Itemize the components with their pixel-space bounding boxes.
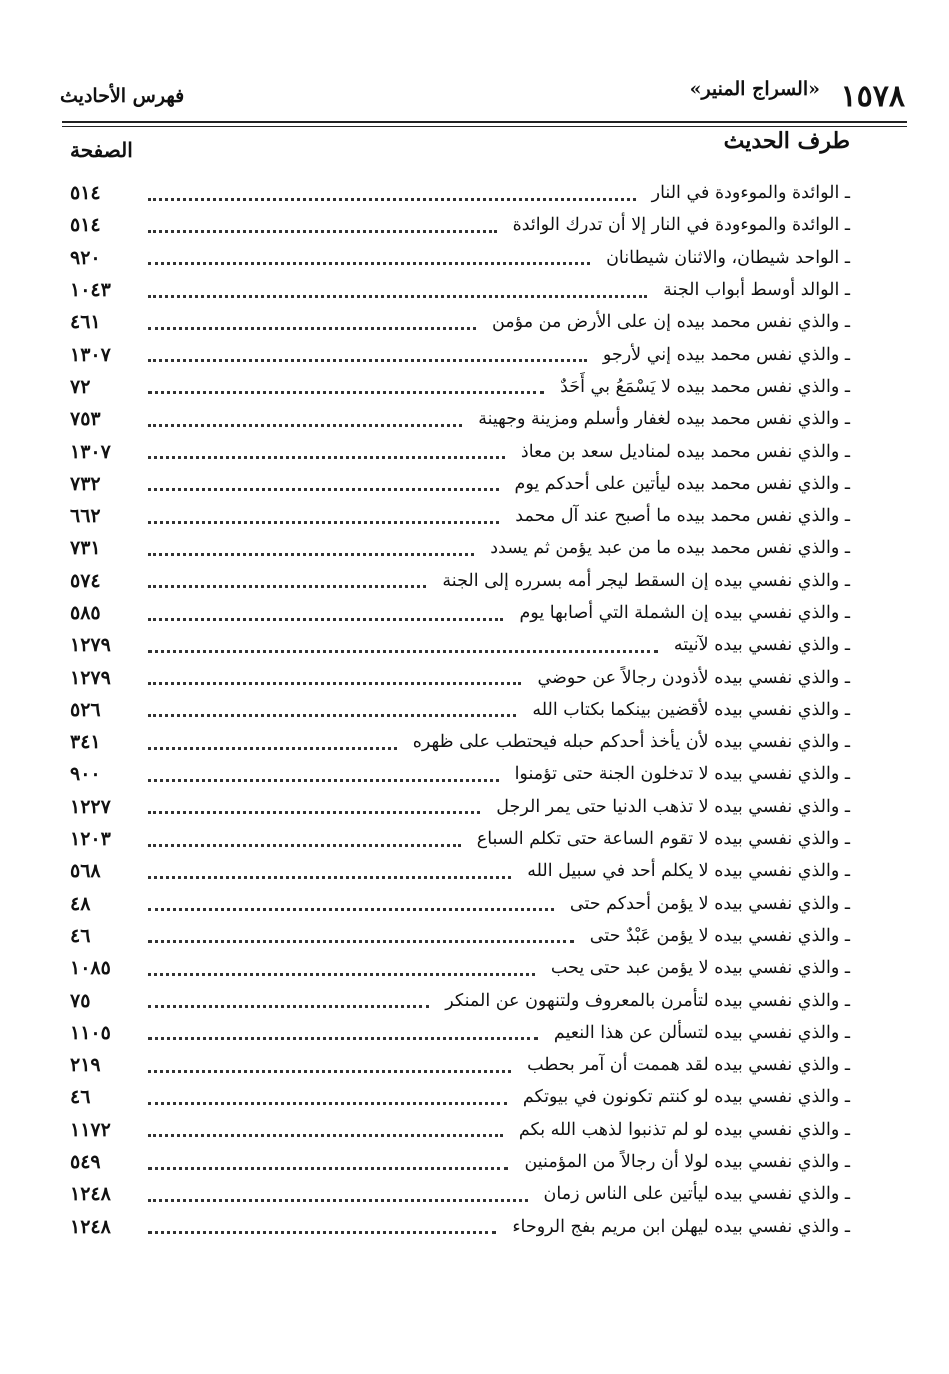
- hadith-text: ـ والذي نفس محمد بيده لا يَسْمَعُ بي أَحَدٌ: [560, 376, 850, 397]
- hadith-column-header: طرف الحديث: [723, 128, 850, 154]
- dot-leader: [148, 650, 658, 653]
- list-item: [70, 1049, 850, 1081]
- dot-leader: [148, 1134, 503, 1137]
- page-reference: ٤٨: [70, 892, 91, 915]
- page-reference: ١٣٠٧: [70, 440, 111, 463]
- page-reference: ٩٠٠: [70, 763, 101, 786]
- column-headers: [70, 128, 850, 168]
- page-reference: ٥٧٤: [70, 569, 101, 592]
- page-reference: ٦٦٢: [70, 505, 101, 528]
- list-item: [70, 791, 850, 823]
- hadith-text: ـ الواحد شيطان، والاثنان شيطانان: [606, 247, 850, 268]
- list-item: [70, 661, 850, 693]
- list-item: [70, 1114, 850, 1146]
- page-reference: ٤٦: [70, 924, 91, 947]
- hadith-text: ـ والذي نفس محمد بيده ما أصبح عند آل محمد: [515, 506, 850, 527]
- dot-leader: [148, 424, 462, 427]
- list-item: [70, 629, 850, 661]
- dot-leader: [148, 876, 511, 879]
- dot-leader: [148, 1005, 429, 1008]
- dot-leader: [148, 456, 505, 459]
- page-header: [60, 72, 905, 120]
- page-reference: ١٢٤٨: [70, 1183, 111, 1206]
- hadith-text: ـ والذي نفسي بيده لا تدخلون الجنة حتى تؤمنوا: [514, 764, 850, 785]
- hadith-text: ـ والذي نفسي بيده لا يؤمن عبد حتى يحب: [550, 958, 850, 979]
- list-item: [70, 435, 850, 467]
- list-item: [70, 1017, 850, 1049]
- hadith-text: ـ والذي نفسي بيده لتسألن عن هذا النعيم: [553, 1022, 850, 1043]
- dot-leader: [148, 908, 554, 911]
- page-reference: ١٢٠٣: [70, 828, 111, 851]
- dot-leader: [148, 618, 503, 621]
- dot-leader: [148, 295, 647, 298]
- list-item: [70, 274, 850, 306]
- hadith-text: ـ والذي نفسي بيده لأقضين بينكما بكتاب الله: [532, 699, 850, 720]
- dot-leader: [148, 1231, 496, 1234]
- hadith-text: ـ والذي نفسي بيده لا يؤمن أحدكم حتى: [569, 893, 850, 914]
- index-title: فهرس الأحاديث: [60, 85, 185, 107]
- list-item: [70, 1211, 850, 1243]
- page-reference: ٥٤٩: [70, 1151, 101, 1174]
- dot-leader: [148, 585, 426, 588]
- dot-leader: [148, 262, 590, 265]
- list-item: [70, 338, 850, 370]
- hadith-text: ـ والذي نفسي بيده لولا أن رجالاً من المؤمنين: [524, 1152, 850, 1173]
- list-item: [70, 694, 850, 726]
- hadith-text: ـ والذي نفس محمد بيده ما من عبد يؤمن ثم يسدد: [490, 538, 850, 559]
- list-item: [70, 532, 850, 564]
- list-item: [70, 468, 850, 500]
- page-reference: ٥١٤: [70, 214, 101, 237]
- page-reference: ٣٤١: [70, 731, 101, 754]
- list-item: [70, 597, 850, 629]
- hadith-text: ـ والذي نفس محمد بيده لغفار وأسلم ومزينة وجهينة: [478, 409, 850, 430]
- page-reference: ٤٦: [70, 1086, 91, 1109]
- list-item: [70, 984, 850, 1016]
- list-item: [70, 1178, 850, 1210]
- list-item: [70, 888, 850, 920]
- dot-leader: [148, 1102, 507, 1105]
- page-reference: ١١٠٥: [70, 1021, 111, 1044]
- hadith-text: ـ والذي نفسي بيده لا تذهب الدنيا حتى يمر الرجل: [496, 796, 850, 817]
- dot-leader: [148, 230, 497, 233]
- dot-leader: [148, 553, 474, 556]
- dot-leader: [148, 391, 544, 394]
- page-reference: ٧٢: [70, 375, 91, 398]
- list-item: [70, 500, 850, 532]
- list-item: [70, 855, 850, 887]
- dot-leader: [148, 198, 636, 201]
- page-reference: ٤٦١: [70, 311, 101, 334]
- hadith-text: ـ والذي نفسي بيده لقد هممت أن آمر بحطب: [527, 1055, 850, 1076]
- dot-leader: [148, 488, 499, 491]
- header-rule-thin: [62, 126, 907, 127]
- hadith-text: ـ والذي نفسي بيده لتأمرن بالمعروف ولتنهون عن المنكر: [445, 990, 850, 1011]
- page-reference: ١٠٨٥: [70, 957, 111, 980]
- page-reference: ١٠٤٣: [70, 279, 111, 302]
- list-item: [70, 823, 850, 855]
- hadith-text: ـ والذي نفسي بيده إن الشملة التي أصابها يوم: [519, 603, 850, 623]
- list-item: [70, 403, 850, 435]
- list-item: [70, 209, 850, 241]
- header-rule: [62, 121, 907, 123]
- list-item: [70, 371, 850, 403]
- dot-leader: [148, 844, 461, 847]
- dot-leader: [148, 779, 499, 782]
- page-reference: ٥٢٦: [70, 698, 101, 721]
- page-reference: ١٢٧٩: [70, 634, 111, 657]
- list-item: [70, 306, 850, 338]
- list-item: [70, 758, 850, 790]
- dot-leader: [148, 811, 480, 814]
- list-item: [70, 242, 850, 274]
- page-reference: ٥٨٥: [70, 602, 101, 624]
- dot-leader: [148, 1037, 538, 1040]
- list-item: [70, 565, 850, 597]
- page-reference: ١٢٧٩: [70, 666, 111, 689]
- page-reference: ٩٢٠: [70, 246, 101, 269]
- hadith-text: ـ والذي نفس محمد بيده إني لأرجو: [602, 344, 850, 365]
- dot-leader: [148, 1167, 508, 1170]
- hadith-text: ـ والذي نفسي بيده لأذودن رجالاً عن حوضي: [537, 667, 850, 688]
- page-reference: ٧٣١: [70, 537, 101, 560]
- hadith-text: ـ والذي نفسي بيده لا يؤمن عَبْدٌ حتى: [589, 925, 850, 946]
- page-reference: ١٢٢٧: [70, 795, 111, 818]
- list-item: [70, 1146, 850, 1178]
- page-reference: ١٢٤٨: [70, 1215, 111, 1238]
- hadith-text: ـ الوائدة والموءودة في النار إلا أن تدرك الوائدة: [512, 215, 850, 236]
- list-item: [70, 726, 850, 758]
- hadith-text: ـ والذي نفس محمد بيده إن على الأرض من مؤمن: [491, 312, 850, 333]
- hadith-text: ـ والذي نفسي بيده لو لم تذنبوا لذهب الله بكم: [518, 1119, 850, 1140]
- dot-leader: [148, 359, 587, 362]
- page-reference: ٧٥٣: [70, 408, 101, 431]
- hadith-text: ـ والذي نفس محمد بيده لمناديل سعد بن معاذ: [520, 441, 850, 462]
- list-item: [70, 952, 850, 984]
- page-reference: ٥٦٨: [70, 860, 101, 883]
- hadith-index-list: [70, 177, 850, 1243]
- hadith-text: ـ والذي نفس محمد بيده ليأتين على أحدكم يوم: [514, 473, 850, 494]
- hadith-text: ـ والذي نفسي بيده إن السقط ليجر أمه بسرره إلى الجنة: [442, 570, 850, 591]
- list-item: [70, 920, 850, 952]
- dot-leader: [148, 940, 574, 943]
- dot-leader: [148, 747, 397, 750]
- hadith-text: ـ والذي نفسي بيده لا تقوم الساعة حتى تكلم السباع: [476, 829, 850, 850]
- hadith-text: ـ والذي نفسي بيده ليهلن ابن مريم بفج الروحاء: [512, 1216, 850, 1237]
- page-reference: ١٣٠٧: [70, 343, 111, 366]
- dot-leader: [148, 973, 535, 976]
- dot-leader: [148, 521, 499, 524]
- dot-leader: [148, 682, 521, 685]
- hadith-text: ـ الوائدة والموءودة في النار: [651, 183, 850, 204]
- hadith-text: ـ والذي نفسي بيده لا يكلم أحد في سبيل الله: [527, 861, 850, 882]
- dot-leader: [148, 327, 476, 330]
- page-reference: ٧٥: [70, 989, 91, 1012]
- dot-leader: [148, 1070, 511, 1073]
- hadith-text: ـ الوالد أوسط أبواب الجنة: [663, 280, 850, 301]
- page-reference: ٥١٤: [70, 182, 101, 205]
- hadith-text: ـ والذي نفسي بيده لأن يأخذ أحدكم حبله فيحتطب على ظهره: [412, 732, 850, 753]
- page-number: ١٥٧٨: [840, 79, 905, 114]
- page-column-header: الصفحة: [70, 138, 133, 162]
- hadith-text: ـ والذي نفسي بيده لآنيته: [673, 635, 850, 656]
- list-item: [70, 1081, 850, 1113]
- page-reference: ٧٣٢: [70, 472, 101, 495]
- hadith-text: ـ والذي نفسي بيده لو كنتم تكونون في بيوتكم: [522, 1087, 850, 1108]
- dot-leader: [148, 1199, 528, 1202]
- page-reference: ٢١٩: [70, 1054, 101, 1077]
- dot-leader: [148, 714, 516, 717]
- page-reference: ١١٧٢: [70, 1118, 111, 1141]
- running-title: «السراج المنير»: [689, 78, 820, 100]
- list-item: [70, 177, 850, 209]
- hadith-text: ـ والذي نفسي بيده ليأتين على الناس زمان: [543, 1184, 850, 1205]
